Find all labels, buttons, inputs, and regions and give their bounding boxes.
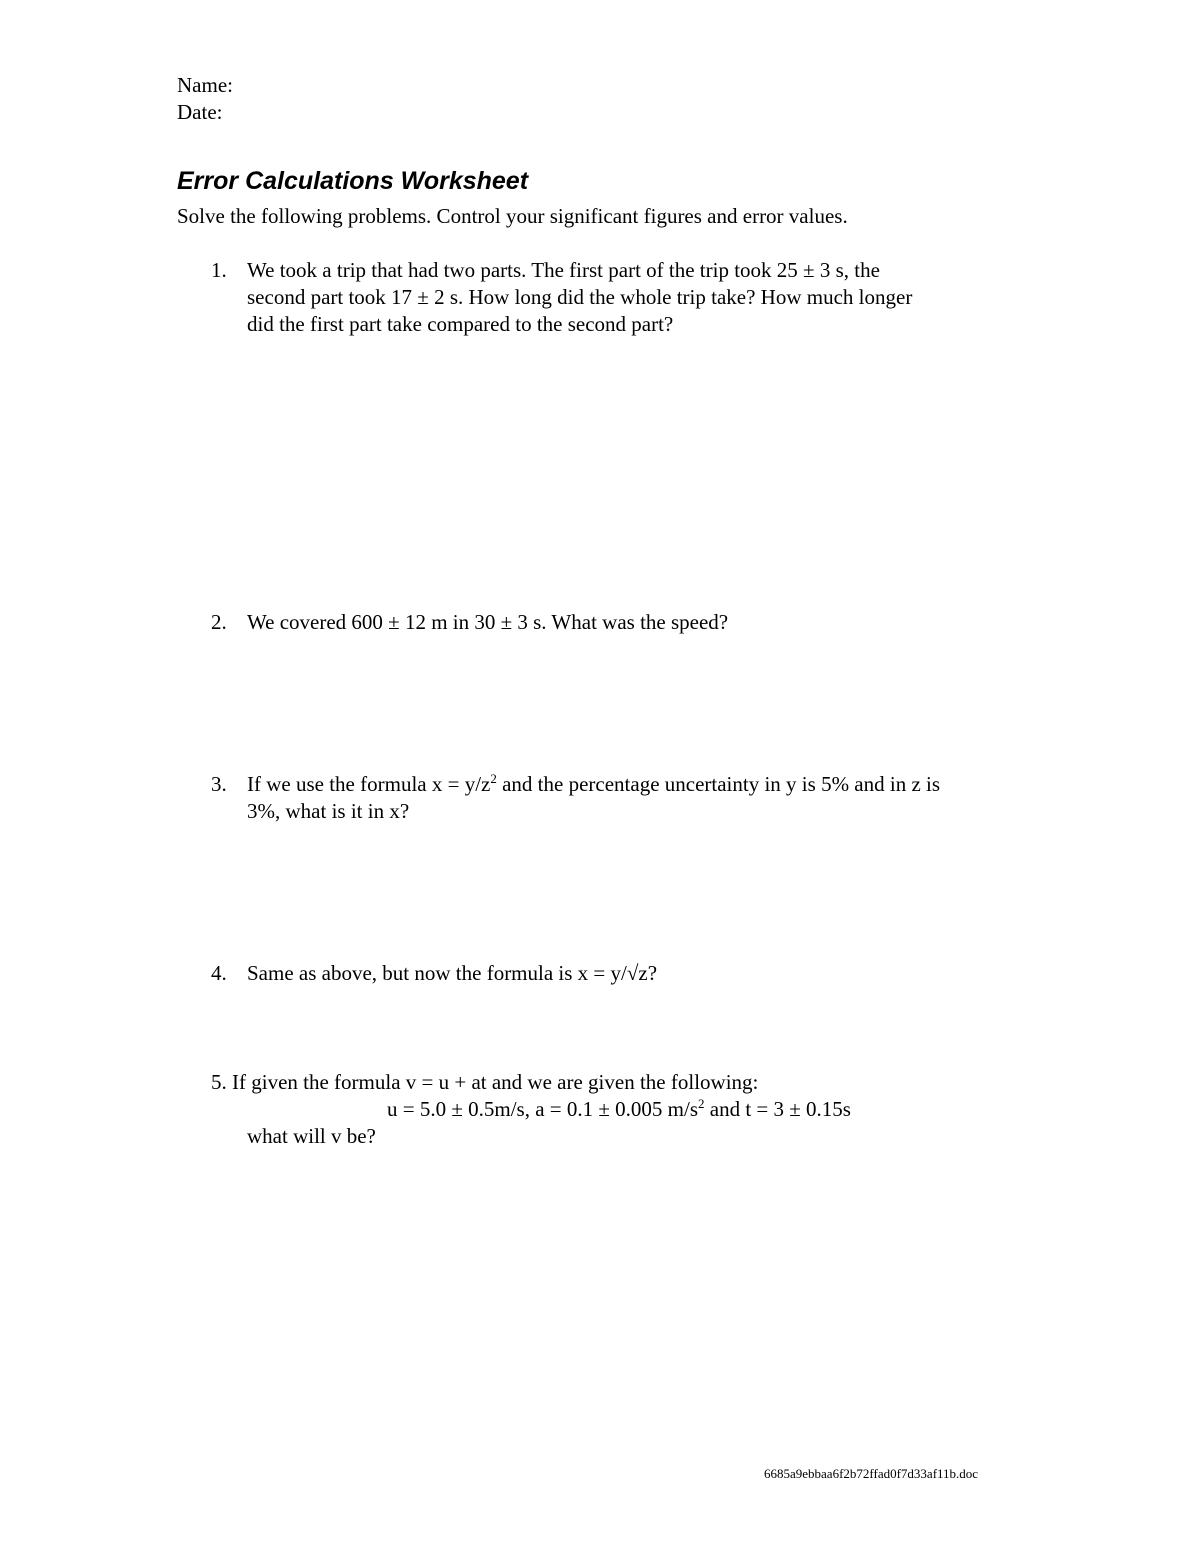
worksheet-title: Error Calculations Worksheet [177, 167, 529, 195]
question-number: 2. [211, 610, 227, 634]
question-1-line-1: We took a trip that had two parts. The first part of the trip took 25 ± 3 s, the [247, 258, 880, 282]
question-text: and the percentage uncertainty in y is 5% and in z is [496, 772, 941, 796]
question-number: 4. [211, 961, 227, 985]
name-label: Name: [177, 73, 233, 97]
question-2-line-1: We covered 600 ± 12 m in 30 ± 3 s. What was the speed? [247, 610, 729, 634]
question-3-line-1 [247, 771, 940, 798]
question-number: 5. [211, 1070, 227, 1094]
question-5 [211, 1069, 1031, 1150]
question-text: If given the formula v = u + at and we are given the following: [232, 1070, 759, 1094]
question-3-line-2: 3%, what is it in x? [247, 799, 410, 823]
footer-filename: 6685a9ebbaa6f2b72ffad0f7d33af11b.doc [764, 1466, 979, 1481]
question-2 [211, 609, 1031, 636]
question-1 [211, 257, 1031, 338]
exponent: 2 [698, 1096, 705, 1111]
question-5-line-2 [387, 1096, 851, 1123]
question-1-line-3: did the first part take compared to the second part? [247, 312, 674, 336]
given-values: u = 5.0 ± 0.5m/s, a = 0.1 ± 0.005 m/s [387, 1097, 698, 1121]
question-1-line-2: second part took 17 ± 2 s. How long did the whole trip take? How much longer [247, 285, 913, 309]
question-number: 3. [211, 772, 227, 796]
date-label: Date: [177, 100, 223, 124]
question-5-line-3: what will v be? [247, 1124, 376, 1148]
given-values-tail: and t = 3 ± 0.15s [704, 1097, 851, 1121]
instructions: Solve the following problems. Control your significant figures and error values. [177, 204, 848, 228]
question-4 [211, 960, 1031, 987]
question-number: 1. [211, 258, 227, 282]
question-4-line-1: Same as above, but now the formula is x = y/√z? [247, 961, 658, 985]
question-3 [211, 771, 1031, 825]
exponent: 2 [490, 771, 497, 786]
formula-text: If we use the formula x = y/z [247, 772, 491, 796]
question-5-line-1 [211, 1069, 758, 1096]
